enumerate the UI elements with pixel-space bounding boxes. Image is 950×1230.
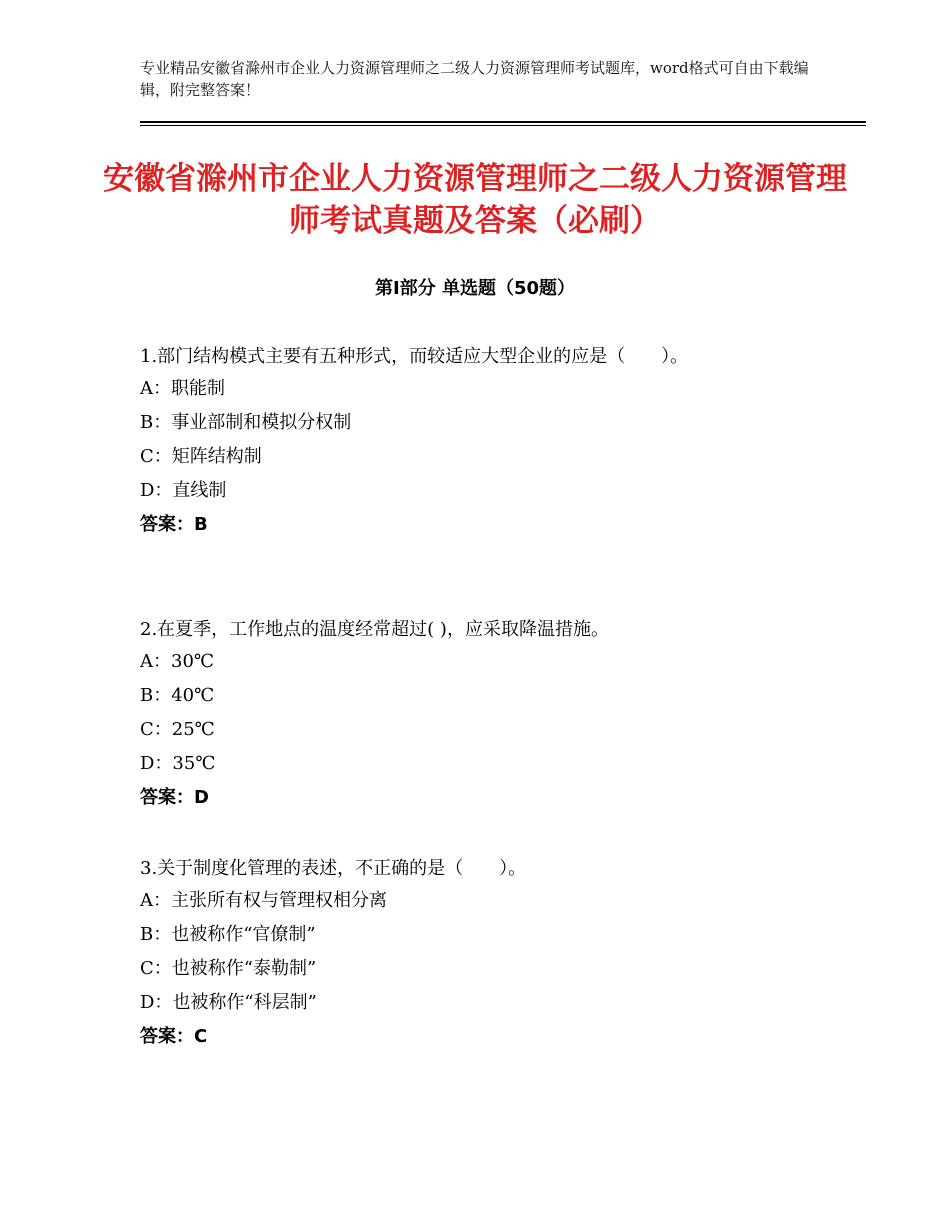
option-d: D：也被称作“科层制”: [140, 992, 317, 1013]
option-b: B：事业部制和模拟分权制: [140, 412, 352, 433]
header-divider: [140, 121, 866, 126]
option-a: A：主张所有权与管理权相分离: [140, 890, 387, 911]
option-b: B：也被称作“官僚制”: [140, 924, 316, 945]
answer: 答案：D: [140, 787, 209, 808]
option-c: C：也被称作“泰勒制”: [140, 958, 317, 979]
option-c: C：矩阵结构制: [140, 446, 262, 467]
question-text: 1.部门结构模式主要有五种形式，而较适应大型企业的应是（ ）。: [140, 346, 689, 367]
option-c: C：25℃: [140, 719, 215, 740]
option-d: D：直线制: [140, 480, 227, 501]
divider-thick: [140, 121, 866, 123]
question-1: [140, 341, 860, 542]
answer: 答案：B: [140, 514, 208, 535]
option-d: D：35℃: [140, 753, 216, 774]
question-3: [140, 853, 860, 1054]
option-b: B：40℃: [140, 685, 215, 706]
question-2: [140, 614, 860, 815]
answer: 答案：C: [140, 1026, 208, 1047]
option-a: A：30℃: [140, 651, 215, 672]
document-title: 安徽省滁州市企业人力资源管理师之二级人力资源管理师考试真题及答案（必刷）: [103, 161, 847, 239]
divider-thin: [140, 125, 866, 126]
question-text: 3.关于制度化管理的表述，不正确的是（ ）。: [140, 858, 527, 879]
question-text: 2.在夏季，工作地点的温度经常超过( )，应采取降温措施。: [140, 619, 609, 640]
option-a: A：职能制: [140, 378, 225, 399]
section-title: 第Ⅰ部分 单选题（50题）: [374, 278, 575, 299]
header-note: 专业精品安徽省滁州市企业人力资源管理师之二级人力资源管理师考试题库，word格式可自由下载编辑，附完整答案！: [140, 59, 809, 99]
